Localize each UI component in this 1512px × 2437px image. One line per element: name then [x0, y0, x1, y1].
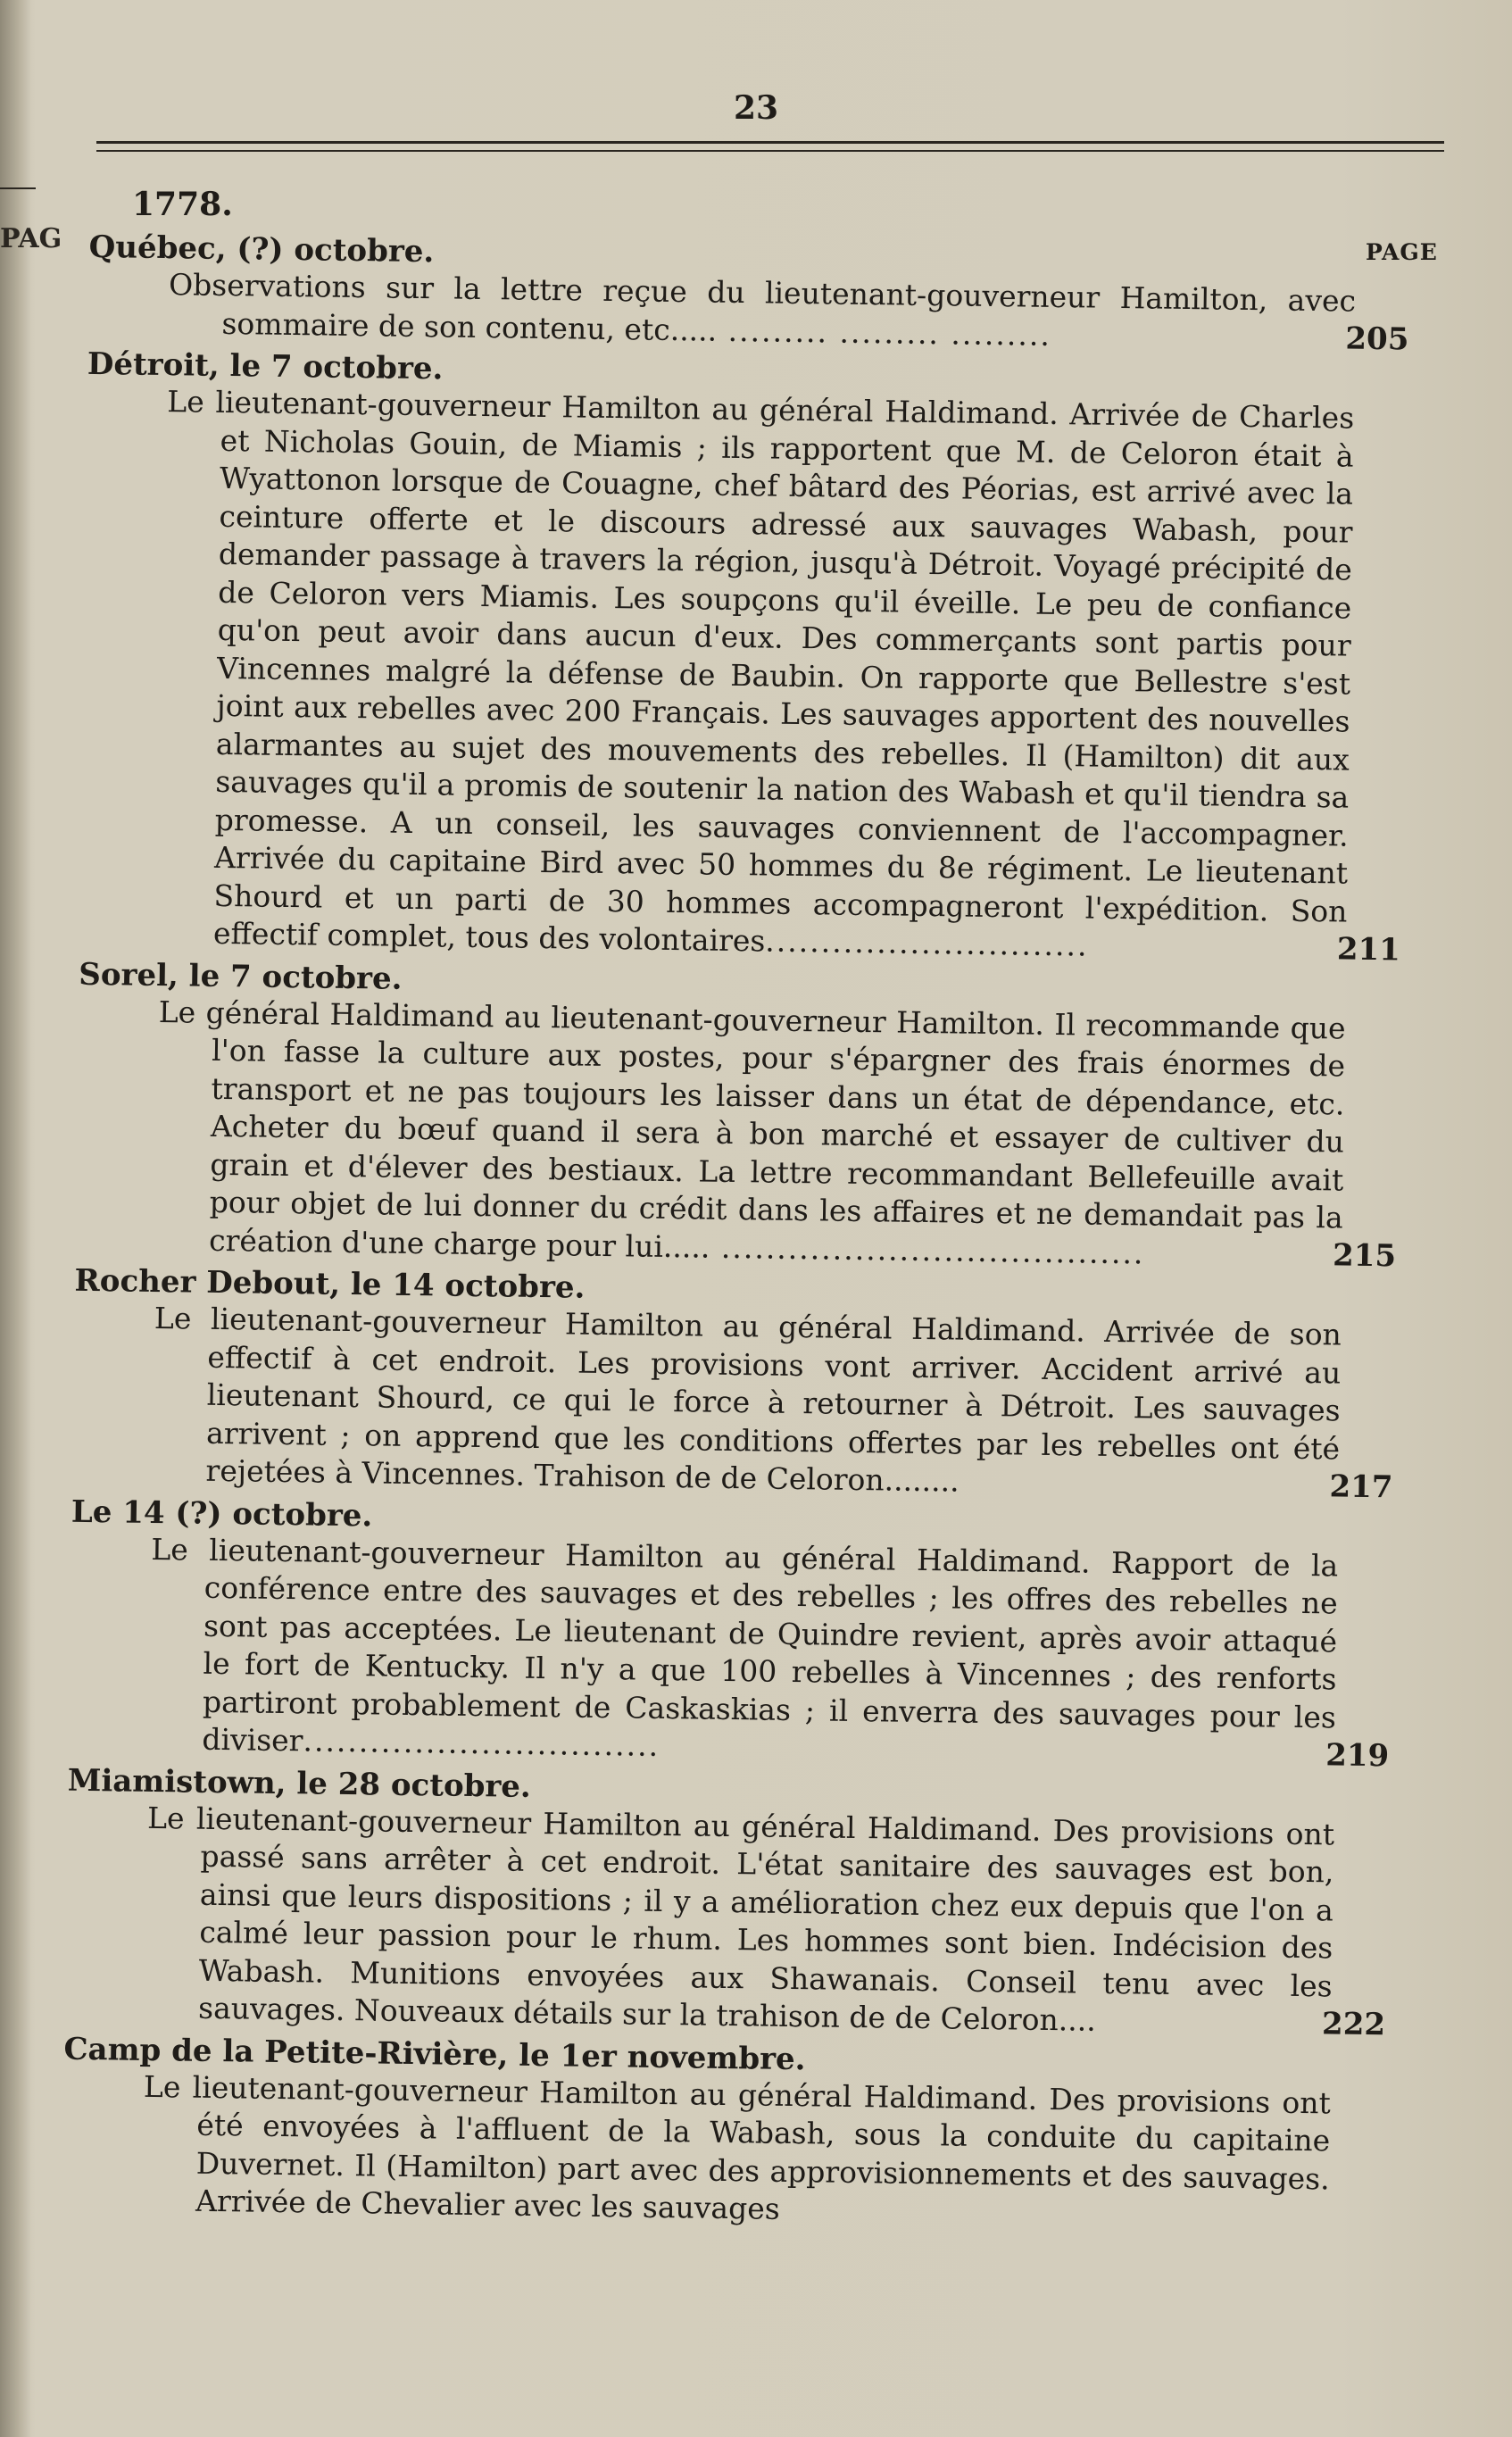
entry-place-date: Québec, (?) octobre.: [88, 229, 435, 270]
calendar-entry: [21, 955, 1400, 1276]
header-rule-thin: [96, 150, 1444, 152]
page-column-label: PAGE: [1366, 239, 1438, 265]
entry-page-reference: 222: [1321, 2005, 1386, 2042]
entry-place-date: Détroit, le 7 octobre.: [87, 345, 444, 387]
entry-summary: Le lieutenant-gouverneur Hamilton au général Haldimand. Arrivée de son effectif à cet endroit. Les provisions vont arriver. Accident arrivé au lieutenant Shourd, ce qui le force à retourner à Détroit. Les sauvages arrivent ; on apprend que les conditions offertes par les rebelles ont été rejetées à Vincennes. Trahison de de Celoron........: [154, 1300, 1342, 1499]
entry-place-date: Miamistown, le 28 octobre.: [67, 1762, 532, 1805]
entry-summary: Observations sur la lettre reçue du lieutenant-gouverneur Hamilton, avec sommaire de son contenu, etc..... ......... ......... .........: [168, 267, 1357, 353]
entry-place-date: Sorel, le 7 octobre.: [79, 956, 403, 997]
entry-page-reference: 211: [1336, 930, 1401, 968]
margin-rule: [0, 187, 36, 189]
entry-page-reference: 205: [1345, 320, 1409, 358]
header-rule: [96, 141, 1444, 144]
entry-place-date: Camp de la Petite-Rivière, le 1er novembre.: [63, 2031, 806, 2077]
entry-summary: Le général Haldimand au lieutenant-gouverneur Hamilton. Il recommande que l'on fasse la culture aux postes, pour s'épargner des frais énormes de transport et ne pas toujours les laisser dans un état de dépendance, etc. Acheter du bœuf quand il sera à bon marché et essayer de cultiver du grain et d'élever des bestiaux. La lettre recommandant Bellefeuille avait pour objet de lui donner du crédit dans les affaires et ne demandait pas la création d'une charge pour lui..... ......................................: [158, 994, 1346, 1270]
calendar-entry: [14, 1493, 1392, 1775]
previous-page-margin-text: PAG: [0, 223, 62, 254]
entry-place-date: Rocher Debout, le 14 octobre.: [74, 1262, 586, 1306]
entry-summary: Le lieutenant-gouverneur Hamilton au général Haldimand. Des provisions ont été envoyées à l'affluent de la Wabash, sous la conduite du capitaine Duvernet. Il (Hamilton) part avec des approvisionnements et des sauvages. Arrivée de Chevalier avec les sauvages: [143, 2068, 1332, 2226]
entry-place-date: Le 14 (?) octobre.: [71, 1493, 373, 1534]
calendar-entry: [18, 1262, 1395, 1507]
calendar-entry: [11, 1761, 1389, 2043]
entry-summary: Le lieutenant-gouverneur Hamilton au général Haldimand. Rapport de la conférence entre des sauvages et des rebelles ; les offres des rebelles ne sont pas acceptées. Le lieutenant de Quindre revient, après avoir attaqué le fort de Kentucky. Il n'y a que 100 rebelles à Vincennes ; des renforts partiront probablement de Caskaskias ; il enverra des sauvages pour les diviser................................: [151, 1531, 1339, 1763]
calendar-entry: [8, 2030, 1385, 2236]
entry-summary: Le lieutenant-gouverneur Hamilton au général Haldimand. Des provisions ont passé sans arrêter à cet endroit. L'état sanitaire des sauvages est bon, ainsi que leurs dispositions ; il y a amélioration chez eux depuis que l'on a calmé leur passion pour le rhum. Les hommes sont bien. Indécision des Wabash. Munitions envoyées aux Shawanais. Conseil tenu avec les sauvages. Nouveaux détails sur la trahison de de Celoron....: [146, 1800, 1335, 2038]
page-number: 23: [733, 89, 779, 127]
calendar-entry: [26, 345, 1408, 969]
calendar-entry: [34, 229, 1410, 359]
year-heading: 1778.: [132, 186, 233, 223]
entry-page-reference: 217: [1329, 1468, 1393, 1505]
entry-summary: Le lieutenant-gouverneur Hamilton au général Haldimand. Arrivée de Charles et Nicholas Gouin, de Miamis ; ils rapportent que M. de Celoron était à Wyattonon lorsque de Couagne, chef bâtard des Péorias, est arrivé avec la ceinture offerte et le discours adressé aux sauvages Wabash, pour demander passage à travers la région, jusqu'à Détroit. Voyagé précipité de de Celoron vers Miamis. Les soupçons qu'il éveille. Le peu de confiance qu'on peut avoir dans aucun d'eux. Des commerçants sont partis pour Vincennes malgré la défense de Baubin. On rapporte que Bellestre s'est joint aux rebelles avec 200 Français. Les sauvages apportent des nouvelles alarmantes au sujet des mouvements des rebelles. Il (Hamilton) dit aux sauvages qu'il a promis de soutenir la nation des Wabash et qu'il tiendra sa promesse. A un conseil, les sauvages conviennent de l'accompagner. Arrivée du capitaine Bird avec 50 hommes du 8e régiment. Le lieutenant Shourd et un parti de 30 hommes accompagneront l'expédition. Son effectif complet, tous des volontaires.............................: [167, 384, 1355, 963]
entry-page-reference: 215: [1332, 1237, 1397, 1275]
calendar-entries: [8, 229, 1410, 2242]
entry-page-reference: 219: [1325, 1736, 1390, 1774]
